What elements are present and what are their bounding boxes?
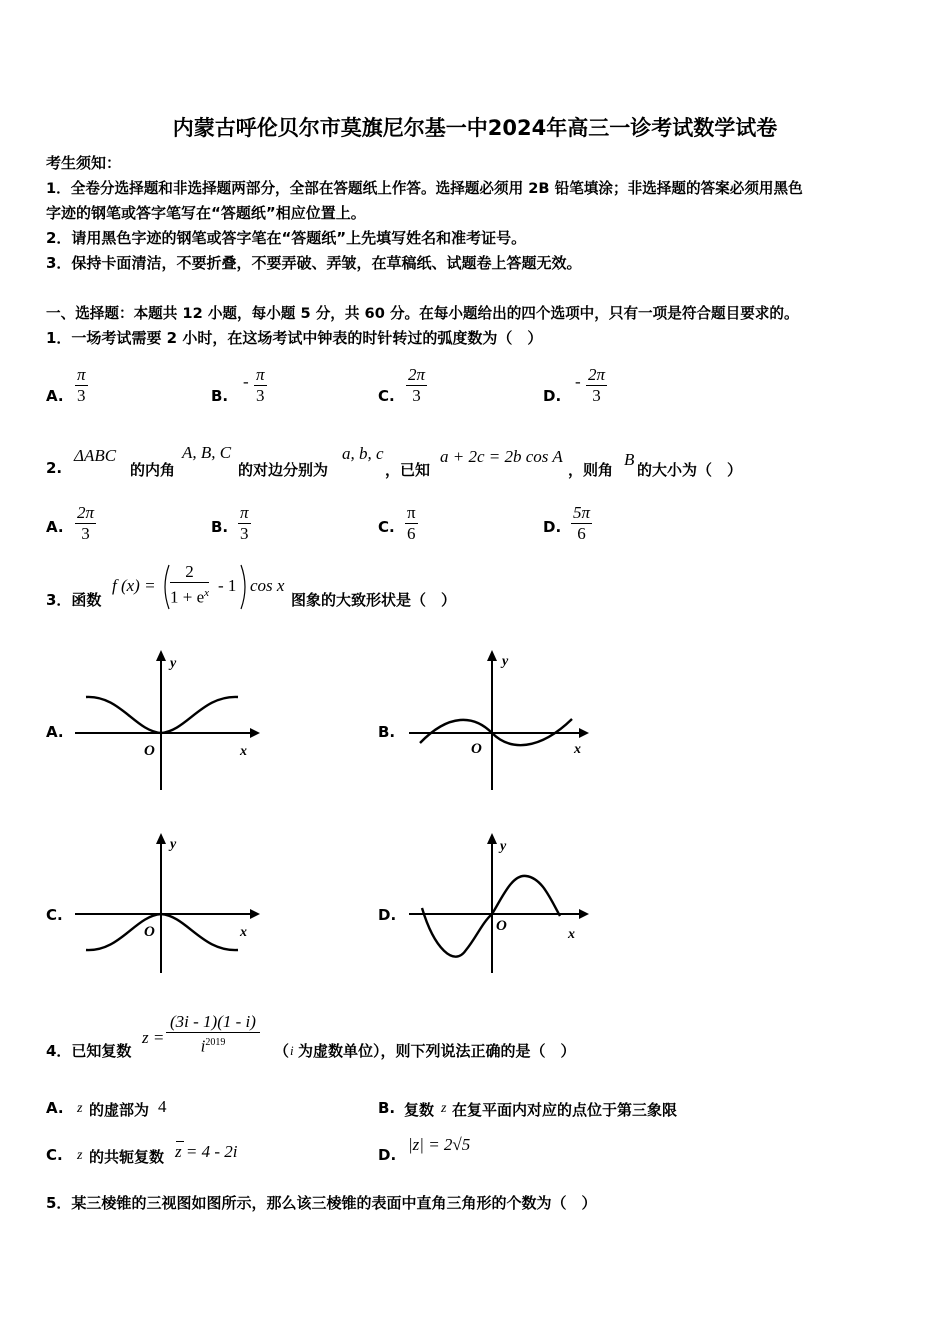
q1-label-c: C.	[378, 387, 395, 405]
q3-label-b: B.	[378, 723, 396, 741]
q3-cos: cos x	[250, 576, 285, 595]
q2-option-d: $\frac{5\pi}{6}$	[573, 503, 591, 543]
graph-d-origin: O	[496, 918, 507, 934]
graph-d	[404, 828, 594, 978]
graph-a-y-label: y	[170, 656, 177, 671]
q4-b-text-1: 复数	[404, 1101, 435, 1119]
q2-sides: a, b, c	[342, 444, 384, 463]
q1-label-a: A.	[46, 387, 64, 405]
q2-text-2: 的对边分别为	[238, 461, 329, 479]
q1-option-a: $\frac{\pi}{3}$	[77, 365, 86, 405]
q2-equation: a + 2c = 2b cos A	[440, 447, 563, 466]
q1-stem: 1．一场考试需要 2 小时，在这场考试中钟表的时针转过的弧度数为（ ）	[46, 329, 543, 347]
q2-label-b: B.	[211, 518, 229, 536]
section-heading: 一、选择题：本题共 12 小题，每小题 5 分，共 60 分。在每小题给出的四个选项中，只有一项是符合题目要求的。	[46, 305, 799, 322]
graph-c-x-label: x	[240, 925, 247, 940]
q2-label-c: C.	[378, 518, 395, 536]
notice-line-1a: 1．全卷分选择题和非选择题两部分，全部在答题纸上作答。选择题必须用 2B 铅笔填涂；非选择题的答案必须用黑色	[46, 180, 803, 197]
q2-angle-b: B	[624, 450, 635, 469]
graph-a-x-label: x	[240, 744, 247, 759]
q4-a-var: z	[77, 1101, 83, 1116]
q4-label-a: A.	[46, 1099, 64, 1117]
notice-line-2: 2．请用黑色字迹的钢笔或答字笔在“答题纸”上先填写姓名和准考证号。	[46, 229, 527, 247]
q2-label-d: D.	[543, 518, 562, 536]
q3-minus-one: - 1	[218, 576, 237, 595]
q4-label-c: C.	[46, 1146, 63, 1164]
q3-label-a: A.	[46, 723, 64, 741]
q4-c-conjugate-bar	[176, 1141, 184, 1142]
q1-option-d: $\frac{2\pi}{3}$	[588, 365, 606, 405]
graph-c-y-label: y	[170, 837, 177, 852]
q4-fraction: $\frac{(3i - 1)(1 - i)}{i^{2019}}$	[166, 1012, 260, 1057]
q2-text-1: 的内角	[130, 461, 176, 479]
q1-option-c: $\frac{2\pi}{3}$	[408, 365, 426, 405]
q2-text-5: 的大小为（ ）	[637, 461, 743, 479]
graph-c-origin: O	[144, 924, 155, 940]
notice-heading: 考生须知：	[46, 154, 122, 172]
q4-z-eq: z =	[142, 1028, 165, 1047]
notice-line-1b: 字迹的钢笔或答字笔写在“答题纸”相应位置上。	[46, 204, 366, 222]
q2-text-3: ，已知	[385, 461, 431, 479]
q3-after: 图象的大致形状是（ ）	[291, 591, 457, 609]
q4-c-var: z	[77, 1148, 83, 1163]
graph-c	[70, 828, 260, 978]
q3-stem: 3．函数	[46, 591, 102, 609]
graph-b	[404, 645, 594, 795]
q3-fx: f (x) =	[112, 576, 156, 595]
q3-label-c: C.	[46, 906, 63, 924]
graph-b-y-label: y	[502, 654, 509, 669]
q2-text-4: ，则角	[568, 461, 614, 479]
q4-label-d: D.	[378, 1146, 397, 1164]
q3-label-d: D.	[378, 906, 397, 924]
q4-paren-open: （	[274, 1042, 290, 1060]
q1-option-b: $\frac{\pi}{3}$	[256, 365, 265, 405]
q4-a-value: 4	[158, 1097, 167, 1116]
graph-d-y-label: y	[500, 839, 507, 854]
q2-angles: A, B, C	[182, 443, 232, 462]
q1-label-d: D.	[543, 387, 562, 405]
q5-stem: 5．某三棱锥的三视图如图所示，那么该三棱锥的表面中直角三角形的个数为（ ）	[46, 1194, 597, 1212]
q1-label-b: B.	[211, 387, 229, 405]
graph-b-x-label: x	[574, 742, 581, 757]
q2-label-a: A.	[46, 518, 64, 536]
graph-d-x-label: x	[568, 927, 575, 942]
q2-option-a: $\frac{2\pi}{3}$	[77, 503, 95, 543]
q2-option-b: $\frac{\pi}{3}$	[240, 503, 249, 543]
graph-a	[70, 645, 260, 795]
page-title: 内蒙古呼伦贝尔市莫旗尼尔基一中2024年高三一诊考试数学试卷	[172, 116, 778, 140]
q2-option-c: $\frac{\pi}{6}$	[407, 503, 416, 543]
notice-line-3: 3．保持卡面清洁，不要折叠，不要弄破、弄皱，在草稿纸、试题卷上答题无效。	[46, 254, 582, 272]
q4-i: i	[290, 1043, 294, 1058]
q4-b-text-2: 在复平面内对应的点位于第三象限	[452, 1101, 678, 1119]
q4-c-equation: z = 4 - 2i	[175, 1142, 238, 1161]
q3-right-paren	[238, 563, 250, 611]
graph-a-origin: O	[144, 743, 155, 759]
q4-b-var: z	[441, 1101, 447, 1116]
q2-number: 2.	[46, 459, 63, 477]
q4-stem: 4．已知复数	[46, 1042, 132, 1060]
q4-d-equation: |z| = 2√5	[408, 1135, 471, 1154]
q2-triangle: ΔABC	[74, 446, 117, 465]
q4-a-text: 的虚部为	[89, 1101, 150, 1119]
q4-paren-rest: 为虚数单位），则下列说法正确的是（ ）	[298, 1042, 576, 1060]
q3-fraction: $\frac{2}{1 + e^x}$	[170, 562, 210, 607]
graph-b-origin: O	[471, 741, 482, 757]
q4-label-b: B.	[378, 1099, 396, 1117]
q1-d-minus: -	[575, 372, 581, 391]
q4-c-text: 的共轭复数	[89, 1148, 165, 1166]
q1-b-minus: -	[243, 372, 249, 391]
